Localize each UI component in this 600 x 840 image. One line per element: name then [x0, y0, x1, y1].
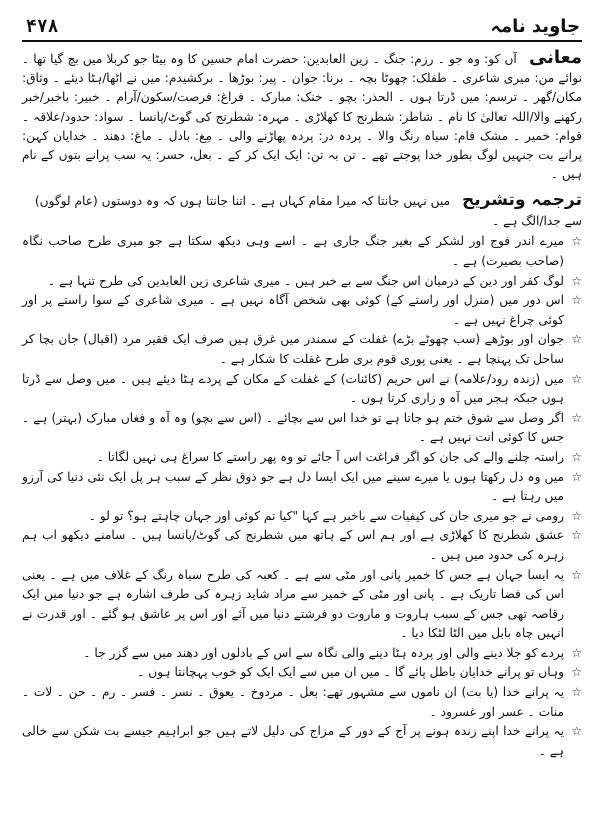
list-item: [22, 507, 582, 527]
star-bullet-icon: ☆: [571, 449, 582, 464]
star-bullet-icon: ☆: [571, 273, 582, 288]
item-text: عشق شطرنج کا کھلاڑی ہے اور ہم اس کے ہاتھ میں شطرنج کی گوٹ/پانسا ہیں ۔ سامنے دیکھو اب ہم زہرہ کی حدود میں ہیں ۔: [22, 528, 564, 562]
item-text: میں وہ دل رکھتا ہوں یا میرے سینے میں ایک ایسا دل ہے جو ذوق نظر کے سبب ہر پل ایک نئی دنیا کی آرزو میں رہتا ہے ۔: [22, 469, 564, 504]
star-bullet-icon: ☆: [571, 665, 582, 680]
item-text: راستہ چلنے والے کی جان کو اگر فراغت اس آ جائے تو وہ پھر راستے کا سراغ ہی نہیں لگاتا ۔: [96, 449, 564, 464]
book-page: [22, 14, 582, 826]
item-text: لوگ کفر اور دین کے درمیان اس جنگ سے بے خبر ہیں ۔ میری شاعری زین العابدین کی طرح تنہا ہے ۔: [47, 273, 564, 288]
translation-intro: میں نہیں جانتا کہ میرا مقام کہاں ہے ۔ اتنا جانتا ہوں کہ وہ دوستوں (عام لوگوں) سے جدا/الگ ہے ۔: [34, 194, 582, 229]
star-bullet-icon: ☆: [571, 469, 582, 484]
item-text: یہ پرانے خدا (یا بت) ان ناموں سے مشہور تھے: بعل ۔ مردوخ ۔ یعوق ۔ نسر ۔ فسر ۔ رم ۔ حن ۔ لات ۔ منات ۔ عسر اور غسرود ۔: [22, 685, 564, 719]
list-item: [22, 232, 582, 271]
list-item: [22, 644, 582, 664]
list-item: [22, 526, 582, 565]
list-item: [22, 448, 582, 468]
item-text: اگر وصل سے شوق ختم ہو جاتا ہے تو خدا اس سے بچائے ۔ (اس سے بچو) وہ آہ و فغاں مبارک (بہتر) ہے ۔ جس کا کوئی انت نہیں ہے ۔: [22, 410, 564, 445]
star-bullet-icon: ☆: [571, 528, 582, 543]
star-bullet-icon: ☆: [571, 724, 582, 739]
item-text: رومی نے جو میری جان کی کیفیات سے باخبر ہے کہا "کیا تم کوئی اور جہان چاہتے ہو؟ تو لو ۔: [88, 508, 564, 523]
glossary-section: [22, 48, 582, 184]
glossary-heading: معانی: [528, 47, 582, 68]
star-bullet-icon: ☆: [571, 234, 582, 249]
star-bullet-icon: ☆: [571, 567, 582, 582]
item-text: اس دور میں (منزل اور راستے کے) کوئی بھی شخص آگاہ نہیں ہے ۔ میری شاعری کے سوا راستے پر اور کوئی چراغ نہیں ہے ۔: [22, 293, 564, 327]
item-text: یہ پرانے خدا اپنے زندہ ہونے پر آج کے دور کے مزاج کی دلیل لاتے ہیں جو ابراہیم جیسے بت شکن سے خالی ہے ۔: [22, 724, 564, 758]
star-bullet-icon: ☆: [571, 508, 582, 523]
star-bullet-icon: ☆: [571, 410, 582, 425]
list-item: [22, 330, 582, 369]
list-item: [22, 272, 582, 292]
glossary-text: آں کو: وہ جو ۔ رزم: جنگ ۔ زین العابدین: حضرت امام حسین کا وہ بیٹا جو کربلا میں بچ گیا تھا ۔ نوائے من: میری شاعری ۔ طفلک: چھوٹا بچہ ۔ برنا: جوان ۔ پیر: بوڑھا ۔ برکشیدم: میں نے اٹھا/ہٹا دیئے ۔ وثاق: مکان/گھر ۔ ترسم: میں ڈرتا ہوں ۔ الحذر: بچو ۔ خنک: مبارک ۔ فراغ: فرصت/سکون/آرام ۔ خبیر: باخبر/خبر رکھنے والا/اللہ تعالیٰ کا نام ۔ شاطر: شطرنج کا کھلاڑی ۔ مہرہ: شطرنج کی گوٹ/پانسا ۔ سواد: حدود/علاقہ ۔ قوام: خمیر ۔ مشک فام: سیاہ رنگ والا ۔ پردہ در: پردہ پھاڑنے والی ۔ مِغ: بادل ۔ ماغ: دھند ۔ خدایان کہن: پرانے بت جنہیں لوگ بطور خدا پوجتے تھے ۔ تن بہ تن: ایک ایک کر کے ۔ بعل، حسر: یہ سب پرانے بتوں کے نام ہیں ۔: [22, 52, 582, 182]
book-title: جاوید نامہ: [490, 16, 580, 37]
star-bullet-icon: ☆: [571, 685, 582, 700]
list-item: [22, 291, 582, 330]
item-text: میرے اندر فوج اور لشکر کے بغیر جنگ جاری ہے ۔ اسے وہی دیکھ سکتا ہے جو میری طرح صاحب نگاہ (صاحب بصیرت) ہے ۔: [22, 234, 564, 269]
list-item: [22, 370, 582, 409]
list-item: [22, 566, 582, 644]
translation-heading-row: [22, 190, 582, 231]
page-header: [22, 14, 582, 42]
star-bullet-icon: ☆: [571, 332, 582, 347]
translation-list: [22, 232, 582, 761]
list-item: [22, 468, 582, 507]
list-item: [22, 409, 582, 448]
star-bullet-icon: ☆: [571, 293, 582, 308]
translation-heading: ترجمہ وتشریح: [462, 190, 582, 211]
item-text: وہاں تو پرانے خدایان باطل پائے گا ۔ میں ان میں سے ایک ایک کو خوب پہچانتا ہوں ۔: [137, 665, 564, 680]
item-text: میں (زندہ رود/علامہ) نے اس حریم (کائنات) کے غفلت کے مکان کے پردے ہٹا دیئے ہیں ۔ میں وصل سے ڈرتا ہوں جبکہ ہجر میں آہ و زاری کرتا ہوں ۔: [22, 371, 564, 406]
item-text: جوان اور بوڑھے (سب چھوٹے بڑے) غفلت کے سمندر میں غرق ہیں صرف ایک فقیر مرد (اقبال) جان بچا کر ساحل تک پہنچا ہے ۔ یعنی پوری قوم بری طرح غفلت کا شکار ہے ۔: [22, 332, 564, 366]
item-text: یہ ایسا جہان ہے جس کا خمیر پانی اور مٹی سے ہے ۔ کعبہ کی طرح سیاہ رنگ کے غلاف میں ہے ۔ یعنی اس کی فضا تاریک ہے ۔ پانی اور مٹی کے خمیر سے مراد شاید زہرہ کی طرف اشارہ ہے جو دنیا میں ایک رقاصہ تھی جس کے سبب ہاروت و ماروت دو فرشتے دنیا میں آئے اور اس پر عاشق ہو گئے ۔ اور قدرت نے انہیں چاہ بابل میں الٹا لٹکا دیا ۔: [22, 567, 564, 641]
star-bullet-icon: ☆: [571, 645, 582, 660]
item-text: پردے کو جلا دینے والی اور پردہ ہٹا دینے والی نگاہ سے اس کے بادلوں اور دھند میں سے گزر جا ۔: [83, 645, 564, 660]
list-item: [22, 663, 582, 683]
list-item: [22, 722, 582, 761]
list-item: [22, 683, 582, 722]
page-number: ۴۷۸: [26, 16, 59, 37]
star-bullet-icon: ☆: [571, 371, 582, 386]
